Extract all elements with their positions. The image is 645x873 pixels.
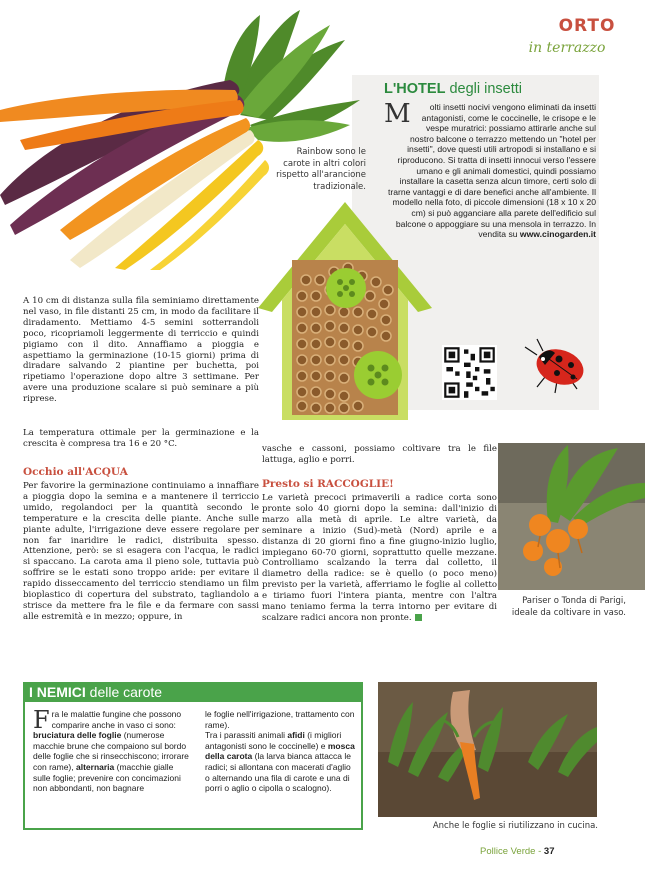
qr-code[interactable] bbox=[442, 345, 497, 400]
enemies-dropcap: F bbox=[33, 706, 50, 734]
hotel-body: olti insetti nocivi vengono eliminati da insetti antagonisti, come le coccinelle, le crisope e le vespe muratrici: possiamo attirarle anche sul nostro balcone o terrazzo mettendo un "hotel per insetti", dove questi utili artropodi si installano e si riproducono. Si tratta di insetti innocui verso l'essere umano e gli animali domestici, quindi possiamo installare la casetta senza alcun timore, certi solo di trarne vantaggi e di dare benefici anche all'ambiente. Il modello nella foto, di piccole dimensioni (18 x 10 x 20 cm) si può agganciare alla parete dell'edificio sul balcone o appoggiare su una mensola in terrazzo. bbox=[387, 102, 596, 229]
enemies-text-c: (macchie gialle sulle foglie; prevenire con concimazioni non abbondanti, non bagnare bbox=[33, 761, 181, 794]
hotel-dropcap: M bbox=[384, 99, 411, 129]
enemies-bold-4: mosca della carota bbox=[205, 740, 355, 762]
col2-continuation: vasche e cassoni, possiamo coltivare tra le file lattuga, aglio e porri. bbox=[262, 444, 497, 465]
section-title: ORTO bbox=[558, 16, 616, 36]
garden-caption: Anche le foglie si riutilizzano in cucina. bbox=[432, 821, 598, 831]
hotel-sale: In vendita su bbox=[478, 218, 596, 240]
enemies-title bbox=[29, 684, 162, 700]
hotel-website-link[interactable]: www.cinogarden.it bbox=[519, 229, 596, 240]
enemies-bold-2: alternaria bbox=[76, 761, 115, 772]
enemies-col1 bbox=[33, 706, 193, 794]
parigi-caption: Pariser o Tonda di Parigi, ideale da coltivare in vaso. bbox=[511, 596, 626, 618]
harvest-text: Le varietà precoci primaverili a radice corta sono pronte solo 40 giorni dopo la semina: dall'inizio di marzo alla metà di aprile. Le altre varietà, da seminare a inizio (Sud)-metà (Nord) aprile e a distanza di 20 giorni fino a fine giugno-inizio luglio, impiegano 60-70 giorni, soprattutto quelle mezzane. Controlliamo scalzando la terra dal colletto, il diametro della radice: se è quello (o poco meno) previsto per la varietà, afferriamo le foglie al colletto e tiriamo fuori l'intera pianta, mentre con l'altra mano teniamo ferma la terra intorno per evitare di scalzare radici ancora non pronte. bbox=[262, 493, 497, 623]
page-footer bbox=[480, 846, 554, 857]
intro-paragraph: A 10 cm di distanza sulla fila seminiamo direttamente nel vaso, in file distanti 25 cm, in modo da facilitare il diradamento. Mettiamo 4-5 semini sotterrandoli poco, ricopriamoli leggermente di terriccio e quindi pigiamo con il dito. Annaffiamo a pioggia e aspettiamo la germinazione (10-15 giorni) prima di diradare salvando 2 piantine per buchetta, poi ripetiamo l'operazione dopo altre 3 settimane. Per avere una produzione scalare si può seminare a più riprese. bbox=[23, 296, 259, 405]
parigi-carrots-photo bbox=[498, 443, 645, 590]
carrots-caption: Rainbow sono le carote in altri colori rispetto all'arancione tradizionale. bbox=[276, 147, 366, 192]
page-number: 37 bbox=[543, 846, 555, 857]
enemies-bold-1: bruciatura delle foglie bbox=[33, 730, 122, 741]
insect-hotel-image bbox=[258, 200, 433, 425]
magazine-name: Pollice Verde - bbox=[480, 846, 544, 857]
enemies-text-f: (i migliori antagonisti sono le coccinelle) e bbox=[205, 730, 342, 751]
enemies-text-a: ra le malattie fungine che possono comparire anche in vaso ci sono: bbox=[51, 709, 182, 730]
hotel-title bbox=[384, 81, 522, 97]
harvest-heading: Presto si RACCOGLIE! bbox=[262, 478, 394, 490]
enemies-title-rest: delle carote bbox=[85, 684, 163, 700]
enemies-col2 bbox=[205, 709, 357, 794]
enemies-text-e: Tra i parassiti animali bbox=[205, 730, 288, 741]
enemies-text-b: (numerose macchie brune che compaiono sul bordo delle foglie che si rinsecchiscono; irrorare con rame), bbox=[33, 730, 189, 772]
end-mark-icon bbox=[415, 614, 422, 621]
hotel-title-bold: L'HOTEL bbox=[384, 81, 446, 97]
water-heading: Occhio all'ACQUA bbox=[23, 466, 128, 478]
enemies-bold-3: afidi bbox=[287, 730, 305, 741]
water-paragraph: Per favorire la germinazione continuiamo a innaffiare a pioggia dopo la semina e a mantenere il terriccio umido, regolandoci per la quantità secondo le temperature e la crescita delle piante. Anche sulle piante adulte, l'irrigazione deve essere regolare per non far inaridire le radici, distribuita spesso. Attenzione, però: se si esagera con l'acqua, le radici si spaccano. La carota ama il pieno sole, tuttavia può soffrire se le estati sono troppo aride: per evitare il rapido disseccamento del terriccio stendiamo un film bioplastico di copertura del substrato, tagliandolo a strisce da mettere fra le file e da fermare con sassi alle estremità e in mezzo; oppure, in bbox=[23, 481, 259, 622]
temperature-paragraph: La temperatura ottimale per la germinazione e la crescita è compresa tra 16 e 20 °C. bbox=[23, 428, 259, 449]
enemies-text-d: le foglie nell'irrigazione, trattamento con rame). bbox=[205, 709, 355, 730]
ladybug-image bbox=[515, 335, 595, 395]
harvest-paragraph bbox=[262, 493, 497, 624]
enemies-title-bold: I NEMICI bbox=[29, 684, 86, 700]
garden-carrots-photo bbox=[378, 682, 597, 817]
hotel-title-rest: degli insetti bbox=[445, 81, 523, 97]
section-subtitle: in terrazzo bbox=[528, 40, 606, 56]
enemies-text-g: (la larva bianca attacca le radici; si allontana con macerati d'aglio o alternando una fila di carote e una di porri o aglio o cipolla o scalogno). bbox=[205, 751, 351, 794]
